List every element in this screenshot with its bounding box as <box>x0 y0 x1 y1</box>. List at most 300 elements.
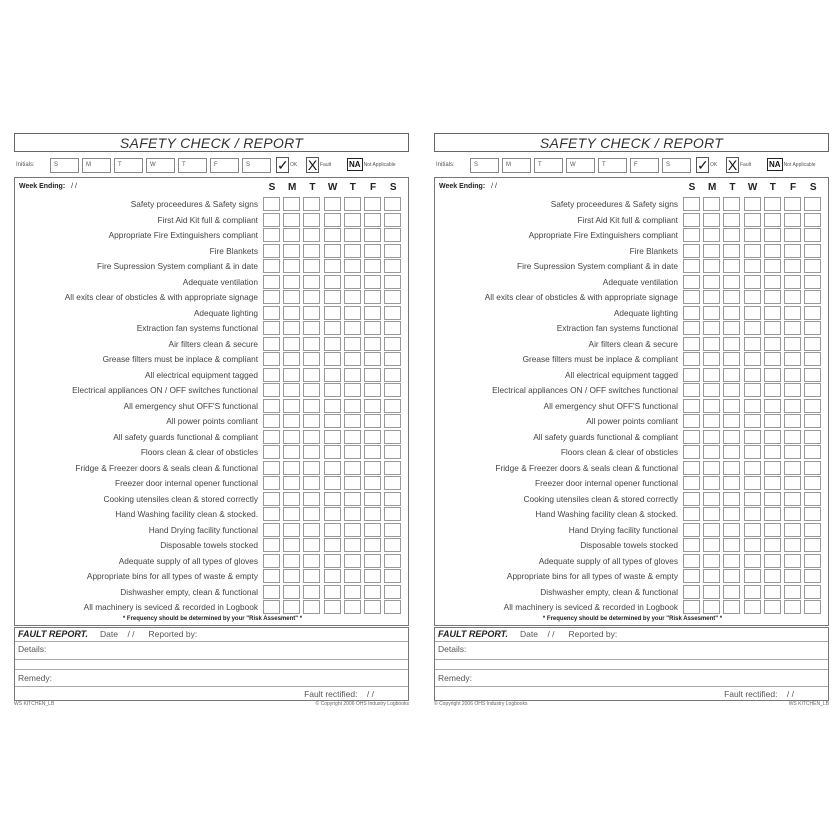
initials-box-sun[interactable]: S <box>470 158 499 173</box>
check-cell[interactable] <box>804 492 821 506</box>
check-cell[interactable] <box>344 306 361 320</box>
check-cell[interactable] <box>263 600 280 614</box>
check-cell[interactable] <box>324 275 341 289</box>
check-cell[interactable] <box>804 585 821 599</box>
check-cell[interactable] <box>703 244 720 258</box>
check-cell[interactable] <box>344 507 361 521</box>
check-cell[interactable] <box>784 399 801 413</box>
check-cell[interactable] <box>744 430 761 444</box>
check-cell[interactable] <box>324 352 341 366</box>
check-cell[interactable] <box>683 569 700 583</box>
check-cell[interactable] <box>344 228 361 242</box>
check-cell[interactable] <box>364 554 381 568</box>
check-cell[interactable] <box>384 368 401 382</box>
check-cell[interactable] <box>344 600 361 614</box>
check-cell[interactable] <box>324 523 341 537</box>
check-cell[interactable] <box>303 383 320 397</box>
check-cell[interactable] <box>723 368 740 382</box>
check-cell[interactable] <box>324 399 341 413</box>
check-cell[interactable] <box>784 259 801 273</box>
check-cell[interactable] <box>324 259 341 273</box>
check-cell[interactable] <box>723 523 740 537</box>
check-cell[interactable] <box>324 228 341 242</box>
check-cell[interactable] <box>723 414 740 428</box>
check-cell[interactable] <box>744 321 761 335</box>
check-cell[interactable] <box>283 290 300 304</box>
check-cell[interactable] <box>744 445 761 459</box>
check-cell[interactable] <box>364 523 381 537</box>
check-cell[interactable] <box>764 430 781 444</box>
check-cell[interactable] <box>283 414 300 428</box>
check-cell[interactable] <box>764 352 781 366</box>
check-cell[interactable] <box>744 476 761 490</box>
check-cell[interactable] <box>384 321 401 335</box>
check-cell[interactable] <box>344 538 361 552</box>
check-cell[interactable] <box>683 321 700 335</box>
check-cell[interactable] <box>324 213 341 227</box>
check-cell[interactable] <box>764 244 781 258</box>
check-cell[interactable] <box>344 337 361 351</box>
check-cell[interactable] <box>723 476 740 490</box>
check-cell[interactable] <box>263 476 280 490</box>
check-cell[interactable] <box>364 492 381 506</box>
check-cell[interactable] <box>784 197 801 211</box>
check-cell[interactable] <box>723 538 740 552</box>
check-cell[interactable] <box>723 383 740 397</box>
check-cell[interactable] <box>683 244 700 258</box>
check-cell[interactable] <box>344 461 361 475</box>
check-cell[interactable] <box>263 213 280 227</box>
check-cell[interactable] <box>744 507 761 521</box>
check-cell[interactable] <box>283 383 300 397</box>
check-cell[interactable] <box>723 445 740 459</box>
check-cell[interactable] <box>804 507 821 521</box>
check-cell[interactable] <box>344 383 361 397</box>
check-cell[interactable] <box>784 585 801 599</box>
initials-box-wed[interactable]: W <box>566 158 595 173</box>
check-cell[interactable] <box>303 337 320 351</box>
check-cell[interactable] <box>384 306 401 320</box>
check-cell[interactable] <box>283 352 300 366</box>
check-cell[interactable] <box>283 197 300 211</box>
check-cell[interactable] <box>804 476 821 490</box>
check-cell[interactable] <box>283 228 300 242</box>
check-cell[interactable] <box>683 461 700 475</box>
check-cell[interactable] <box>384 259 401 273</box>
check-cell[interactable] <box>804 352 821 366</box>
check-cell[interactable] <box>703 321 720 335</box>
check-cell[interactable] <box>263 368 280 382</box>
check-cell[interactable] <box>263 244 280 258</box>
check-cell[interactable] <box>744 306 761 320</box>
check-cell[interactable] <box>344 554 361 568</box>
initials-box-tue[interactable]: T <box>114 158 143 173</box>
check-cell[interactable] <box>324 507 341 521</box>
check-cell[interactable] <box>303 414 320 428</box>
check-cell[interactable] <box>303 507 320 521</box>
check-cell[interactable] <box>804 569 821 583</box>
check-cell[interactable] <box>683 538 700 552</box>
check-cell[interactable] <box>703 337 720 351</box>
check-cell[interactable] <box>324 197 341 211</box>
check-cell[interactable] <box>804 213 821 227</box>
check-cell[interactable] <box>744 585 761 599</box>
check-cell[interactable] <box>324 461 341 475</box>
check-cell[interactable] <box>723 554 740 568</box>
check-cell[interactable] <box>804 445 821 459</box>
check-cell[interactable] <box>744 244 761 258</box>
check-cell[interactable] <box>324 445 341 459</box>
check-cell[interactable] <box>344 244 361 258</box>
check-cell[interactable] <box>703 554 720 568</box>
initials-box-sun[interactable]: S <box>50 158 79 173</box>
check-cell[interactable] <box>384 383 401 397</box>
check-cell[interactable] <box>804 430 821 444</box>
check-cell[interactable] <box>283 399 300 413</box>
check-cell[interactable] <box>703 368 720 382</box>
check-cell[interactable] <box>703 399 720 413</box>
check-cell[interactable] <box>263 507 280 521</box>
check-cell[interactable] <box>804 554 821 568</box>
check-cell[interactable] <box>764 569 781 583</box>
check-cell[interactable] <box>364 445 381 459</box>
check-cell[interactable] <box>744 290 761 304</box>
initials-box-fri[interactable]: F <box>210 158 239 173</box>
check-cell[interactable] <box>303 399 320 413</box>
check-cell[interactable] <box>723 306 740 320</box>
check-cell[interactable] <box>683 368 700 382</box>
check-cell[interactable] <box>804 337 821 351</box>
check-cell[interactable] <box>764 399 781 413</box>
check-cell[interactable] <box>784 523 801 537</box>
check-cell[interactable] <box>804 600 821 614</box>
fault-date-field[interactable]: / / <box>127 629 135 639</box>
check-cell[interactable] <box>764 383 781 397</box>
check-cell[interactable] <box>364 321 381 335</box>
check-cell[interactable] <box>744 383 761 397</box>
check-cell[interactable] <box>764 445 781 459</box>
check-cell[interactable] <box>744 213 761 227</box>
check-cell[interactable] <box>384 538 401 552</box>
check-cell[interactable] <box>384 290 401 304</box>
check-cell[interactable] <box>324 492 341 506</box>
check-cell[interactable] <box>764 476 781 490</box>
check-cell[interactable] <box>703 507 720 521</box>
check-cell[interactable] <box>283 492 300 506</box>
check-cell[interactable] <box>384 585 401 599</box>
check-cell[interactable] <box>384 461 401 475</box>
check-cell[interactable] <box>283 523 300 537</box>
check-cell[interactable] <box>384 507 401 521</box>
check-cell[interactable] <box>283 321 300 335</box>
check-cell[interactable] <box>283 585 300 599</box>
check-cell[interactable] <box>384 476 401 490</box>
check-cell[interactable] <box>364 461 381 475</box>
check-cell[interactable] <box>764 554 781 568</box>
check-cell[interactable] <box>764 461 781 475</box>
check-cell[interactable] <box>364 352 381 366</box>
check-cell[interactable] <box>364 306 381 320</box>
check-cell[interactable] <box>723 507 740 521</box>
check-cell[interactable] <box>283 507 300 521</box>
check-cell[interactable] <box>364 399 381 413</box>
check-cell[interactable] <box>804 368 821 382</box>
check-cell[interactable] <box>263 399 280 413</box>
check-cell[interactable] <box>303 275 320 289</box>
check-cell[interactable] <box>804 197 821 211</box>
check-cell[interactable] <box>283 569 300 583</box>
check-cell[interactable] <box>344 321 361 335</box>
check-cell[interactable] <box>263 523 280 537</box>
check-cell[interactable] <box>764 492 781 506</box>
check-cell[interactable] <box>263 197 280 211</box>
check-cell[interactable] <box>384 554 401 568</box>
check-cell[interactable] <box>683 585 700 599</box>
check-cell[interactable] <box>784 244 801 258</box>
check-cell[interactable] <box>303 430 320 444</box>
check-cell[interactable] <box>263 259 280 273</box>
check-cell[interactable] <box>764 600 781 614</box>
check-cell[interactable] <box>283 337 300 351</box>
check-cell[interactable] <box>723 399 740 413</box>
check-cell[interactable] <box>764 368 781 382</box>
check-cell[interactable] <box>384 197 401 211</box>
check-cell[interactable] <box>804 244 821 258</box>
check-cell[interactable] <box>764 275 781 289</box>
check-cell[interactable] <box>804 321 821 335</box>
check-cell[interactable] <box>744 554 761 568</box>
check-cell[interactable] <box>384 399 401 413</box>
check-cell[interactable] <box>683 228 700 242</box>
check-cell[interactable] <box>784 290 801 304</box>
check-cell[interactable] <box>703 445 720 459</box>
check-cell[interactable] <box>703 569 720 583</box>
check-cell[interactable] <box>324 414 341 428</box>
check-cell[interactable] <box>303 600 320 614</box>
check-cell[interactable] <box>804 414 821 428</box>
check-cell[interactable] <box>283 445 300 459</box>
check-cell[interactable] <box>303 228 320 242</box>
check-cell[interactable] <box>784 321 801 335</box>
check-cell[interactable] <box>364 569 381 583</box>
fault-rectified-field[interactable]: Fault rectified: / / <box>304 689 374 699</box>
check-cell[interactable] <box>683 275 700 289</box>
check-cell[interactable] <box>324 337 341 351</box>
check-cell[interactable] <box>324 600 341 614</box>
check-cell[interactable] <box>784 445 801 459</box>
check-cell[interactable] <box>344 259 361 273</box>
check-cell[interactable] <box>364 290 381 304</box>
remedy-field[interactable]: Remedy: <box>15 670 408 687</box>
check-cell[interactable] <box>723 337 740 351</box>
check-cell[interactable] <box>703 492 720 506</box>
details-field[interactable]: Details: <box>15 642 408 660</box>
check-cell[interactable] <box>804 523 821 537</box>
check-cell[interactable] <box>303 197 320 211</box>
check-cell[interactable] <box>384 492 401 506</box>
check-cell[interactable] <box>703 275 720 289</box>
check-cell[interactable] <box>303 445 320 459</box>
check-cell[interactable] <box>723 321 740 335</box>
check-cell[interactable] <box>344 445 361 459</box>
initials-box-thu[interactable]: T <box>178 158 207 173</box>
check-cell[interactable] <box>703 538 720 552</box>
check-cell[interactable] <box>744 399 761 413</box>
fault-date-field[interactable]: / / <box>547 629 555 639</box>
check-cell[interactable] <box>784 461 801 475</box>
check-cell[interactable] <box>683 414 700 428</box>
check-cell[interactable] <box>804 228 821 242</box>
check-cell[interactable] <box>784 492 801 506</box>
details-field[interactable]: Details: <box>435 642 828 660</box>
check-cell[interactable] <box>344 275 361 289</box>
check-cell[interactable] <box>283 368 300 382</box>
check-cell[interactable] <box>723 259 740 273</box>
check-cell[interactable] <box>344 352 361 366</box>
check-cell[interactable] <box>683 337 700 351</box>
check-cell[interactable] <box>703 197 720 211</box>
check-cell[interactable] <box>804 306 821 320</box>
check-cell[interactable] <box>703 523 720 537</box>
check-cell[interactable] <box>723 275 740 289</box>
check-cell[interactable] <box>744 414 761 428</box>
check-cell[interactable] <box>344 197 361 211</box>
check-cell[interactable] <box>283 306 300 320</box>
check-cell[interactable] <box>303 290 320 304</box>
check-cell[interactable] <box>744 352 761 366</box>
check-cell[interactable] <box>384 275 401 289</box>
check-cell[interactable] <box>723 228 740 242</box>
check-cell[interactable] <box>744 461 761 475</box>
check-cell[interactable] <box>784 383 801 397</box>
check-cell[interactable] <box>683 383 700 397</box>
check-cell[interactable] <box>784 554 801 568</box>
check-cell[interactable] <box>364 213 381 227</box>
check-cell[interactable] <box>744 228 761 242</box>
check-cell[interactable] <box>683 600 700 614</box>
check-cell[interactable] <box>384 213 401 227</box>
check-cell[interactable] <box>683 523 700 537</box>
check-cell[interactable] <box>784 430 801 444</box>
check-cell[interactable] <box>303 554 320 568</box>
check-cell[interactable] <box>683 445 700 459</box>
check-cell[interactable] <box>703 430 720 444</box>
check-cell[interactable] <box>384 352 401 366</box>
check-cell[interactable] <box>364 197 381 211</box>
check-cell[interactable] <box>744 275 761 289</box>
check-cell[interactable] <box>263 461 280 475</box>
check-cell[interactable] <box>263 306 280 320</box>
check-cell[interactable] <box>303 306 320 320</box>
check-cell[interactable] <box>364 259 381 273</box>
check-cell[interactable] <box>723 213 740 227</box>
check-cell[interactable] <box>324 538 341 552</box>
check-cell[interactable] <box>744 600 761 614</box>
check-cell[interactable] <box>344 213 361 227</box>
check-cell[interactable] <box>344 523 361 537</box>
check-cell[interactable] <box>283 538 300 552</box>
check-cell[interactable] <box>703 228 720 242</box>
check-cell[interactable] <box>723 569 740 583</box>
check-cell[interactable] <box>723 461 740 475</box>
initials-box-sat[interactable]: S <box>242 158 271 173</box>
check-cell[interactable] <box>344 585 361 599</box>
check-cell[interactable] <box>703 352 720 366</box>
check-cell[interactable] <box>283 213 300 227</box>
check-cell[interactable] <box>683 399 700 413</box>
check-cell[interactable] <box>283 430 300 444</box>
check-cell[interactable] <box>703 461 720 475</box>
check-cell[interactable] <box>784 306 801 320</box>
check-cell[interactable] <box>364 600 381 614</box>
check-cell[interactable] <box>703 414 720 428</box>
check-cell[interactable] <box>263 445 280 459</box>
check-cell[interactable] <box>764 585 781 599</box>
check-cell[interactable] <box>303 538 320 552</box>
initials-box-tue[interactable]: T <box>534 158 563 173</box>
check-cell[interactable] <box>784 275 801 289</box>
check-cell[interactable] <box>344 569 361 583</box>
check-cell[interactable] <box>683 352 700 366</box>
check-cell[interactable] <box>344 476 361 490</box>
check-cell[interactable] <box>723 244 740 258</box>
check-cell[interactable] <box>384 430 401 444</box>
check-cell[interactable] <box>683 290 700 304</box>
check-cell[interactable] <box>683 492 700 506</box>
check-cell[interactable] <box>723 492 740 506</box>
check-cell[interactable] <box>764 337 781 351</box>
check-cell[interactable] <box>364 507 381 521</box>
check-cell[interactable] <box>344 290 361 304</box>
check-cell[interactable] <box>683 430 700 444</box>
check-cell[interactable] <box>384 337 401 351</box>
check-cell[interactable] <box>263 383 280 397</box>
check-cell[interactable] <box>764 290 781 304</box>
check-cell[interactable] <box>303 492 320 506</box>
check-cell[interactable] <box>744 337 761 351</box>
check-cell[interactable] <box>263 275 280 289</box>
check-cell[interactable] <box>324 321 341 335</box>
check-cell[interactable] <box>303 585 320 599</box>
check-cell[interactable] <box>683 306 700 320</box>
check-cell[interactable] <box>703 600 720 614</box>
check-cell[interactable] <box>384 569 401 583</box>
check-cell[interactable] <box>764 306 781 320</box>
check-cell[interactable] <box>784 337 801 351</box>
check-cell[interactable] <box>263 352 280 366</box>
check-cell[interactable] <box>744 492 761 506</box>
check-cell[interactable] <box>683 507 700 521</box>
check-cell[interactable] <box>784 569 801 583</box>
check-cell[interactable] <box>384 228 401 242</box>
check-cell[interactable] <box>263 321 280 335</box>
check-cell[interactable] <box>364 275 381 289</box>
check-cell[interactable] <box>364 414 381 428</box>
check-cell[interactable] <box>764 414 781 428</box>
check-cell[interactable] <box>324 476 341 490</box>
check-cell[interactable] <box>784 414 801 428</box>
check-cell[interactable] <box>344 399 361 413</box>
check-cell[interactable] <box>324 383 341 397</box>
check-cell[interactable] <box>804 538 821 552</box>
check-cell[interactable] <box>283 275 300 289</box>
check-cell[interactable] <box>744 197 761 211</box>
check-cell[interactable] <box>263 228 280 242</box>
check-cell[interactable] <box>764 538 781 552</box>
check-cell[interactable] <box>703 290 720 304</box>
remedy-field[interactable]: Remedy: <box>435 670 828 687</box>
check-cell[interactable] <box>263 430 280 444</box>
